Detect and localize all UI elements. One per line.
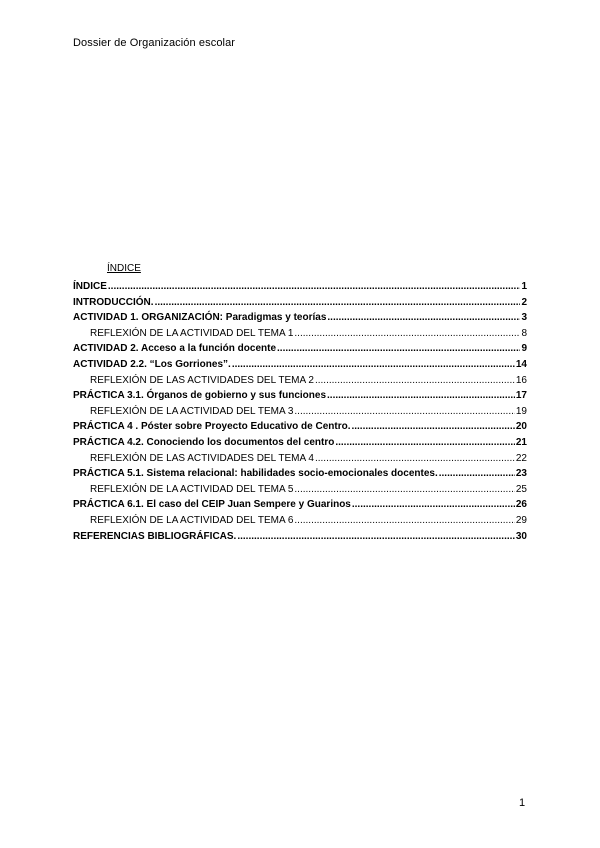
toc-entry-label: PRÁCTICA 4 . Póster sobre Proyecto Educativo de Centro.	[73, 421, 351, 433]
toc-entry-label: PRÁCTICA 6.1. El caso del CEIP Juan Sempere y Guarinos	[73, 499, 351, 511]
toc-entry-page: 8	[521, 327, 527, 339]
toc-entry[interactable]	[73, 388, 527, 404]
toc-entry[interactable]	[73, 451, 527, 467]
toc-entry-label: REFLEXIÓN DE LAS ACTIVIDADES DEL TEMA 2	[90, 374, 314, 386]
toc-entry[interactable]	[73, 357, 527, 373]
toc-dot-leader	[294, 482, 514, 498]
toc-entry-label: REFLEXIÓN DE LAS ACTIVIDADES DEL TEMA 4	[90, 452, 314, 464]
toc-entry-page: 30	[515, 530, 527, 542]
toc-dot-leader	[294, 513, 514, 529]
toc-dot-leader	[352, 497, 515, 513]
toc-entry-page: 23	[515, 468, 527, 480]
toc-entry-label: REFLEXIÓN DE LA ACTIVIDAD DEL TEMA 3	[90, 405, 294, 417]
toc-entry-page: 17	[515, 390, 527, 402]
toc-entry[interactable]	[73, 419, 527, 435]
toc-entry-page: 29	[515, 514, 527, 526]
toc-entry-label: INTRODUCCIÓN.	[73, 296, 154, 308]
toc-entry-label: REFERENCIAS BIBLIOGRÁFICAS.	[73, 530, 237, 542]
toc-entry-label: ACTIVIDAD 2.2. “Los Gorriones”.	[73, 358, 231, 370]
toc-entry-label: PRÁCTICA 3.1. Órganos de gobierno y sus funciones	[73, 390, 327, 402]
toc-heading: ÍNDICE	[107, 263, 141, 274]
toc-entry[interactable]	[73, 279, 527, 295]
toc-dot-leader	[277, 341, 520, 357]
toc-entry-label: REFLEXIÓN DE LA ACTIVIDAD DEL TEMA 6	[90, 514, 294, 526]
toc-entry-label: REFLEXIÓN DE LA ACTIVIDAD DEL TEMA 1	[90, 327, 294, 339]
toc-entry-page: 26	[515, 499, 527, 511]
toc-entry-page: 16	[515, 374, 527, 386]
toc-dot-leader	[108, 279, 521, 295]
toc-dot-leader	[327, 310, 520, 326]
toc-entry[interactable]	[73, 373, 527, 389]
toc-dot-leader	[155, 295, 521, 311]
toc-entry[interactable]	[73, 341, 527, 357]
toc-entry-page: 19	[515, 405, 527, 417]
toc-entry[interactable]	[73, 435, 527, 451]
toc-dot-leader	[327, 388, 515, 404]
toc-entry-page: 20	[515, 421, 527, 433]
toc-dot-leader	[439, 466, 515, 482]
toc-dot-leader	[294, 404, 514, 420]
toc-entry-page: 1	[521, 281, 527, 292]
toc-dot-leader	[237, 529, 515, 545]
toc-entry[interactable]	[73, 529, 527, 545]
toc-entry[interactable]	[73, 295, 527, 311]
toc-entry-page: 9	[521, 343, 527, 355]
toc-entry-label: ACTIVIDAD 2. Acceso a la función docente	[73, 343, 277, 355]
toc-dot-leader	[351, 419, 514, 435]
toc-entry-label: PRÁCTICA 4.2. Conociendo los documentos del centro	[73, 436, 335, 448]
toc-entry[interactable]	[73, 497, 527, 513]
toc-entry-label: REFLEXIÓN DE LA ACTIVIDAD DEL TEMA 5	[90, 483, 294, 495]
toc-entry-label: ÍNDICE	[73, 281, 107, 292]
toc-entry-page: 21	[515, 436, 527, 448]
toc-entry[interactable]	[73, 404, 527, 420]
toc-entry-page: 14	[515, 358, 527, 370]
toc-entry[interactable]	[73, 482, 527, 498]
toc-dot-leader	[294, 326, 520, 342]
page-header: Dossier de Organización escolar	[73, 37, 236, 49]
toc-entry-page: 2	[521, 296, 527, 308]
toc-entry[interactable]	[73, 513, 527, 529]
toc-entry-page: 22	[515, 452, 527, 464]
toc-entry-label: PRÁCTICA 5.1. Sistema relacional: habilidades socio-emocionales docentes.	[73, 468, 438, 480]
toc-entry[interactable]	[73, 466, 527, 482]
toc-entry-label: ACTIVIDAD 1. ORGANIZACIÓN: Paradigmas y teorías	[73, 312, 327, 324]
page-number: 1	[519, 797, 526, 809]
toc-dot-leader	[335, 435, 515, 451]
toc-entry-page: 3	[521, 312, 527, 324]
table-of-contents	[73, 279, 527, 544]
toc-dot-leader	[232, 357, 515, 373]
toc-entry-page: 25	[515, 483, 527, 495]
toc-entry[interactable]	[73, 326, 527, 342]
toc-dot-leader	[315, 451, 515, 467]
toc-entry[interactable]	[73, 310, 527, 326]
toc-dot-leader	[315, 373, 515, 389]
